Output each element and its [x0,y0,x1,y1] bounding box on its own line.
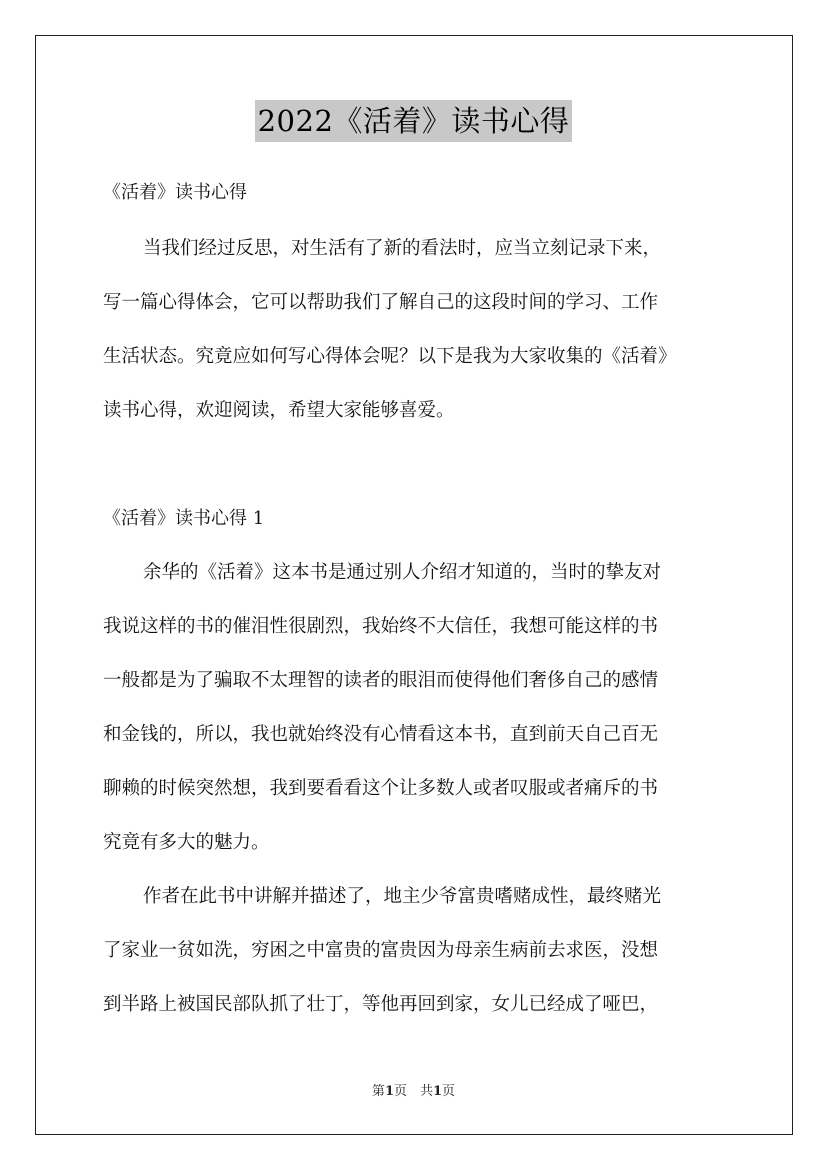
subheading: 《活着》读书心得 [103,182,247,203]
paragraph-line: 到半路上被国民部队抓了壮丁，等他再回到家，女儿已经成了哑巴， [103,994,659,1015]
intro-line: 生活状态。究竟应如何写心得体会呢？以下是我为大家收集的《活着》 [103,346,677,367]
intro-line: 读书心得，欢迎阅读，希望大家能够喜爱。 [103,400,455,421]
paragraph-line: 和金钱的，所以，我也就始终没有心情看这本书，直到前天自己百无 [103,724,659,745]
paragraph-line: 一般都是为了骗取不太理智的读者的眼泪而使得他们奢侈自己的感情 [103,670,659,691]
paragraph-line: 余华的《活着》这本书是通过别人介绍才知道的，当时的挚友对 [143,562,662,583]
paragraph-line: 了家业一贫如洗，穷困之中富贵的富贵因为母亲生病前去求医，没想 [103,940,659,961]
footer-suffix: 页 [442,1084,456,1099]
paragraph-line: 我说这样的书的催泪性很剧烈，我始终不大信任，我想可能这样的书 [103,616,659,637]
paragraph-line: 作者在此书中讲解并描述了，地主少爷富贵嗜赌成性，最终赌光 [143,886,662,907]
section-heading: 《活着》读书心得 1 [103,508,265,529]
footer-total-pages: 1 [433,1084,443,1099]
footer-mid: 页 共 [393,1084,433,1099]
title-container [0,100,827,142]
document-title: 2022《活着》读书心得 [255,100,573,142]
paragraph-line: 究竟有多大的魅力。 [103,832,270,853]
intro-line: 写一篇心得体会，它可以帮助我们了解自己的这段时间的学习、工作 [103,292,659,313]
page-footer [0,1083,827,1101]
footer-prefix: 第 [371,1084,385,1099]
intro-line: 当我们经过反思，对生活有了新的看法时，应当立刻记录下来， [143,238,662,259]
footer-current-page: 1 [384,1084,394,1099]
paragraph-line: 聊赖的时候突然想，我到要看看这个让多数人或者叹服或者痛斥的书 [103,778,659,799]
